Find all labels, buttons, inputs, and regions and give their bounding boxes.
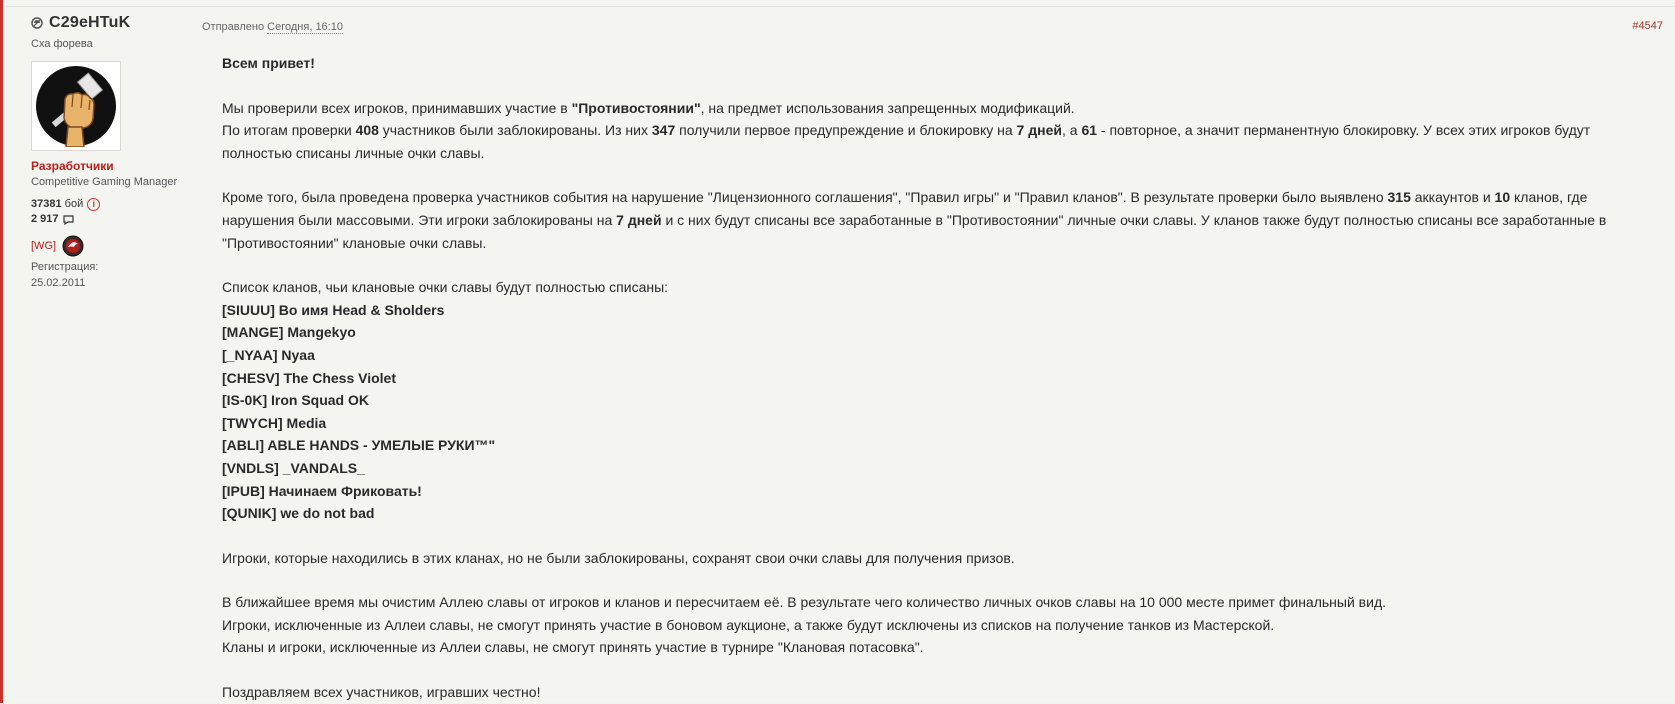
clan-list-item: [IPUB] Начинаем Фриковать! — [222, 482, 422, 499]
author-panel — [31, 14, 196, 291]
registration-label: Регистрация: — [31, 261, 99, 273]
clan-list-item: [IS-0K] Iron Squad OK — [222, 392, 369, 409]
paragraph-6-line-3: Кланы и игроки, исключенные из Аллеи славы, не смогут принять участие в турнире "Клановая потасовка". — [222, 639, 924, 656]
clan-list-item: [VNDLS] _VANDALS_ — [222, 459, 365, 476]
post-divider — [6, 6, 1675, 7]
paragraph-1: Мы проверили всех игроков, принимавших участие в "Противостоянии", на предмет использования запрещенных модификаций. — [222, 99, 1075, 116]
clan-list-item: [MANGE] Mangekyo — [222, 324, 356, 341]
user-stats — [31, 197, 196, 227]
post-date[interactable]: Сегодня, 16:10 — [267, 21, 343, 33]
author-custom-title: Сха форева — [31, 38, 93, 50]
paragraph-3-cont: нарушения были массовыми. Эти игроки заблокированы на 7 дней и с них будут списаны все заработанные в "Противостоянии" личные очки славы. У кланов также будут полностью списаны все заработанные в — [222, 211, 1607, 228]
author-name[interactable]: C29eHTuK — [49, 14, 131, 31]
post-date-line — [202, 21, 343, 33]
clan-row — [31, 235, 196, 257]
post-number-link[interactable]: #4547 — [1632, 20, 1663, 32]
battles-stat — [31, 197, 196, 212]
closing-line: Поздравляем всех участников, игравших честно! — [222, 684, 541, 701]
clan-tag[interactable]: [WG] — [31, 240, 57, 252]
battles-label: бой — [64, 198, 84, 210]
user-role: Competitive Gaming Manager — [31, 176, 178, 188]
offline-status-icon — [31, 17, 43, 29]
clan-list-item: [_NYAA] Nyaa — [222, 346, 315, 363]
post-body — [222, 52, 1662, 704]
paragraph-2-cont: полностью списаны личные очки славы. — [222, 144, 485, 161]
posted-prefix: Отправлено — [202, 21, 265, 33]
clan-list-item: [SIUUU] Во имя Head & Sholders — [222, 301, 445, 318]
author-name-row — [31, 14, 196, 32]
clan-list-item: [QUNIK] we do not bad — [222, 505, 375, 522]
clan-emblem-icon[interactable] — [62, 235, 84, 257]
clan-list-item: [ABLI] ABLE HANDS - УМЕЛЫЕ РУКИ™" — [222, 437, 496, 454]
clan-list-item: [CHESV] The Chess Violet — [222, 369, 397, 386]
clans-intro: Список кланов, чьи клановые очки славы будут полностью списаны: — [222, 279, 669, 296]
hammer-fist-icon — [35, 65, 117, 147]
posts-stat — [31, 212, 196, 227]
user-group: Разработчики — [31, 159, 114, 173]
info-icon[interactable]: i — [87, 198, 100, 211]
registration-date: 25.02.2011 — [31, 277, 86, 289]
paragraph-3-end: "Противостоянии" клановые очки славы. — [222, 234, 487, 251]
paragraph-6-line-2: Игроки, исключенные из Аллеи славы, не смогут принять участие в боновом аукционе, а также будут исключены из списков на получение танков из Мастерской. — [222, 616, 1275, 633]
paragraph-2: По итогам проверки 408 участников были заблокированы. Из них 347 получили первое предупреждение и блокировку на 7 дней, а 61 - повторное, а значит перманентную блокировку. У всех этих игроков будут — [222, 122, 1591, 139]
paragraph-6-line-1: В ближайшее время мы очистим Аллею славы от игроков и кланов и пересчитаем её. В результате чего количество личных очков славы на 10 000 месте примет финальный вид. — [222, 594, 1387, 611]
clan-list-item: [TWYCH] Media — [222, 414, 327, 431]
avatar[interactable] — [31, 61, 121, 151]
paragraph-5: Игроки, которые находились в этих кланах, но не были заблокированы, сохранят свои очки славы для получения призов. — [222, 549, 1015, 566]
posts-count: 2 917 — [31, 213, 59, 225]
battles-count: 37381 — [31, 198, 62, 210]
comment-icon — [63, 215, 74, 225]
greeting: Всем привет! — [222, 55, 315, 71]
paragraph-3: Кроме того, была проведена проверка участников события на нарушение "Лицензионного соглашения", "Правил игры" и "Правил кланов". В результате проверки было выявлено 315 аккаунтов и 10 кланов, где — [222, 189, 1588, 206]
